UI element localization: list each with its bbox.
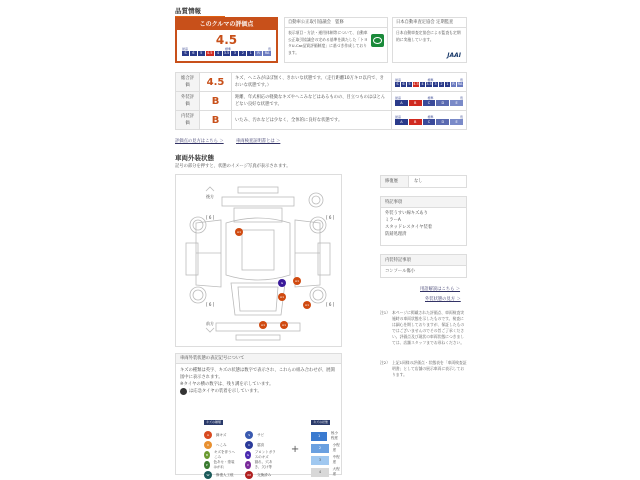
scale-cell: A: [395, 100, 408, 106]
score-value: 4.5: [215, 33, 238, 47]
footnote-text: 本ページに掲載された評価点、車両検査実施時の車両状態を示したものです。検査には細心を期しておりますが、保証したものではございませんのでその旨ご了承ください。評価点及び現状の車両状態につきましては、店舗スタッフまでお尋ねください。: [392, 310, 465, 345]
legend-text-1: キズの種類は英字、キズの状態は数字で表示され、これらの組み合わせが、展開図中に表示されます。: [180, 368, 335, 380]
overall-score-box: [175, 17, 278, 63]
scale-label: 最高: [395, 77, 402, 82]
condition-item: [311, 454, 341, 466]
scale-cell: 6: [402, 81, 405, 86]
car-damage-diagram: [175, 174, 342, 347]
rating-scale-numeric: [392, 73, 467, 92]
damage-marker[interactable]: A1: [293, 277, 301, 285]
repair-history-box: [380, 175, 467, 188]
inspection-cert-link[interactable]: 車両検査証明書とは ＞: [236, 139, 281, 144]
scale-cell: 5: [198, 51, 205, 56]
legend-text-2: ※タイヤの横の数字は、残り溝を示しています。: [180, 382, 274, 387]
supervision-text: 表示項目・方法・運用体制等について、自動車公正取引協議会の定める基準を満たした「トヨタU-Car品質評価制度」に基づき作成しております。: [288, 30, 368, 55]
scale-label-standard: 標準: [224, 47, 231, 51]
scale-cell-active: 4.5: [413, 81, 419, 86]
scale-cell: S: [182, 51, 189, 56]
inspection-text: 日本自動車査定協会による監査も定期的に実施しています。: [396, 30, 461, 42]
damage-label: キズを伴うへこみ: [214, 450, 235, 459]
condition-label: 中程度: [332, 455, 340, 464]
scale-cell: D: [436, 100, 449, 106]
scale-cell: 3: [434, 81, 437, 86]
damage-label: 線キズ: [216, 432, 227, 437]
scale-cell: E: [450, 119, 463, 125]
tire-depth-fr: [ 6 ]: [326, 302, 335, 307]
damage-label: サビ: [257, 432, 265, 437]
supervision-title: 自動車公正取引協議会 監修: [285, 18, 387, 28]
special-note-item: 防錆処理済: [385, 232, 407, 237]
legend-title: 車両外装状態の表記記号について: [176, 354, 341, 364]
damage-type-item: [245, 450, 279, 460]
rating-description: キズ、へこみがほぼ無く、きれいな状態です。（走行距離10万キロ以内で、きれいな状態です。）: [232, 73, 392, 92]
condition-level: 1: [311, 432, 327, 441]
rating-scale-letter: [392, 111, 467, 130]
repair-history-label: 修復歴: [381, 176, 409, 187]
special-note-item: ミラーA: [385, 218, 401, 223]
interior-notes-title: 内装特記事項: [381, 255, 466, 266]
footnote-1: [380, 310, 467, 346]
tire-depth-value: 6: [208, 215, 212, 220]
damage-type-item: [204, 430, 235, 440]
rating-row-overall: [176, 73, 467, 92]
exterior-section-title: 車両外装状態: [175, 154, 214, 162]
scale-cell: 5: [408, 81, 411, 86]
scale-cell: A: [395, 119, 408, 125]
tire-depth-value: 6: [208, 302, 212, 307]
scale-cell: 4: [421, 81, 424, 86]
scale-label: 低: [459, 77, 463, 82]
condition-item: [311, 466, 341, 478]
scale-cell: 2: [239, 51, 246, 56]
legend-text-3: は応急タイヤの装着を示しています。: [189, 389, 262, 394]
damage-marker[interactable]: A1: [278, 293, 286, 301]
exterior-guide-link[interactable]: 外装状態の見方 ＞: [425, 297, 461, 302]
damage-type-tag: キズの種類: [206, 420, 221, 424]
scale-cell-active: B: [409, 119, 422, 125]
scale-cell: 2: [440, 81, 443, 86]
glossary-link[interactable]: 用語解説はこちら ＞: [420, 287, 461, 292]
scale-cell: 1: [446, 81, 449, 86]
repair-history-value: なし: [414, 179, 423, 184]
scale-label: 標準: [427, 77, 434, 82]
scale-cell: 3.5: [426, 81, 432, 86]
scale-cell: RA: [264, 51, 270, 55]
scale-cell-active: 4.5: [206, 51, 213, 55]
condition-label: 小程度: [332, 443, 340, 452]
scale-cell-active: B: [409, 100, 422, 106]
rating-scale-letter: [392, 92, 467, 111]
scale-label-best: 最高: [182, 47, 189, 51]
rating-row-exterior: [176, 92, 467, 111]
rating-value: 4.5: [200, 73, 232, 92]
damage-type-item: [204, 440, 235, 450]
damage-type-item: [245, 440, 279, 450]
damage-code-icon: W: [204, 471, 212, 479]
interior-notes-box: [380, 254, 467, 278]
front-label: 前方: [206, 321, 214, 326]
rating-value: B: [200, 92, 232, 111]
score-scale: [182, 51, 271, 56]
damage-type-item: [204, 470, 235, 480]
footnote-2: [380, 360, 467, 378]
damage-marker[interactable]: A1: [259, 321, 267, 329]
exterior-subtitle: 記号の部分を押すと、状態のイメージ写真が表示されます。: [175, 164, 291, 169]
jaai-logo: JAAI: [447, 52, 461, 59]
condition-label: 大程度: [332, 467, 340, 476]
tire-depth-value: 6: [328, 215, 332, 220]
scale-label: 低: [459, 115, 463, 119]
damage-label: 修復人工痕: [216, 472, 234, 477]
damage-marker[interactable]: A1: [235, 228, 243, 236]
damage-marker[interactable]: A1: [280, 321, 288, 329]
rating-description: いたみ、汚れなどは少なく、全体的に良好な状態です。: [232, 111, 392, 130]
jaai-check-logo-icon: [371, 34, 384, 47]
damage-type-item: [245, 430, 279, 440]
footnote-mark: 注2）: [380, 360, 391, 365]
scale-label: 最高: [395, 96, 402, 100]
scale-label-low: 低: [267, 47, 271, 51]
tire-depth-value: 6: [328, 302, 332, 307]
damage-marker[interactable]: A1: [303, 301, 311, 309]
score-box-header: このクルマの評価点: [177, 19, 276, 30]
scale-cell: C: [423, 119, 436, 125]
scale-cell: 4: [215, 51, 222, 56]
rating-label: 外装評価: [176, 92, 200, 111]
scale-cell: 6: [190, 51, 197, 56]
scale-cell: 3.5: [223, 51, 230, 55]
footnote-mark: 注1）: [380, 310, 391, 315]
damage-marker[interactable]: G: [278, 279, 286, 287]
scale-cell: D: [436, 119, 449, 125]
inspection-title: 日本自動車査定協会 定期監査: [393, 18, 466, 28]
damage-label: 割れ、穴あき、欠け等: [254, 460, 273, 469]
damage-code-icon: S: [245, 431, 253, 439]
rating-label: 総合評価: [176, 73, 200, 92]
damage-type-item: [204, 450, 235, 460]
scale-label: 最高: [395, 115, 402, 119]
scale-label: 低: [459, 96, 463, 100]
inspection-box: [392, 17, 467, 63]
interior-note-item: コンソール傷小: [385, 269, 415, 274]
car-outline-icon: [176, 175, 341, 346]
damage-label: 交換済み: [257, 472, 272, 477]
damage-code-icon: C: [245, 441, 253, 449]
damage-label: へこみ: [216, 442, 227, 447]
rating-value: B: [200, 111, 232, 130]
damage-code-icon: U: [204, 441, 212, 449]
tire-depth-fl: [ 6 ]: [206, 302, 215, 307]
footnote-text: 上記1同様の評価点・状態表を「車両検査証明書」として店舗の展示車両に表示しております。: [392, 360, 467, 377]
rating-label: 内装評価: [176, 111, 200, 130]
ratings-table: [175, 72, 467, 130]
special-note-item: スタッドレスタイヤ装着: [385, 225, 433, 230]
rear-label: 後方: [206, 194, 214, 199]
plus-icon: +: [290, 443, 300, 455]
tire-depth-rr: [ 6 ]: [326, 215, 335, 220]
condition-tag: キズの状態: [313, 420, 329, 424]
scale-cell: E: [450, 100, 463, 106]
scale-cell: R: [452, 81, 455, 86]
scale-cell: S: [396, 81, 399, 86]
quality-section-title: 品質情報: [175, 7, 201, 15]
damage-label: 腐食: [257, 442, 265, 447]
damage-label: フロントガラスのキズ: [254, 450, 276, 459]
condition-level: 4: [311, 468, 328, 477]
special-note-item: 外装うすい線キズあり: [385, 211, 428, 216]
tire-depth-rl: [ 6 ]: [206, 215, 215, 220]
damage-type-item: [204, 460, 235, 470]
rating-description: 距離、年式相応の軽微なキズやへこみなどはあるものの、目立つものはほとんどない良好な状態です。: [232, 92, 392, 111]
damage-type-item: [245, 470, 279, 480]
damage-code-icon: XX: [247, 473, 252, 477]
scale-cell: R: [255, 51, 262, 56]
damage-type-item: [245, 460, 279, 470]
scale-cell: RA: [457, 81, 463, 86]
condition-item: [311, 442, 341, 454]
damage-code-icon: P: [205, 463, 208, 467]
scale-cell: C: [423, 100, 436, 106]
damage-label: 色あせ・塗装はがれ: [213, 460, 235, 469]
special-notes-title: 特記事項: [381, 197, 466, 208]
damage-code-icon: B: [205, 453, 209, 457]
legend-box: [175, 353, 342, 475]
scale-cell: 1: [247, 51, 254, 56]
damage-code-icon: G: [246, 453, 250, 457]
score-guide-link[interactable]: 評価点の見方はこちら ＞: [175, 139, 224, 144]
condition-level: 2: [311, 444, 328, 453]
damage-code-icon: X: [246, 463, 249, 467]
scale-cell: 3: [231, 51, 238, 56]
condition-item: [311, 430, 341, 442]
rating-row-interior: [176, 111, 467, 130]
special-notes-box: [380, 196, 467, 246]
condition-label: 極小程度: [330, 431, 338, 440]
damage-code-icon: A: [204, 431, 212, 439]
supervision-box: [284, 17, 388, 63]
scale-label: 標準: [427, 115, 434, 119]
scale-label: 標準: [427, 96, 434, 100]
condition-level: 3: [311, 456, 328, 465]
spare-tire-icon: [180, 388, 187, 395]
